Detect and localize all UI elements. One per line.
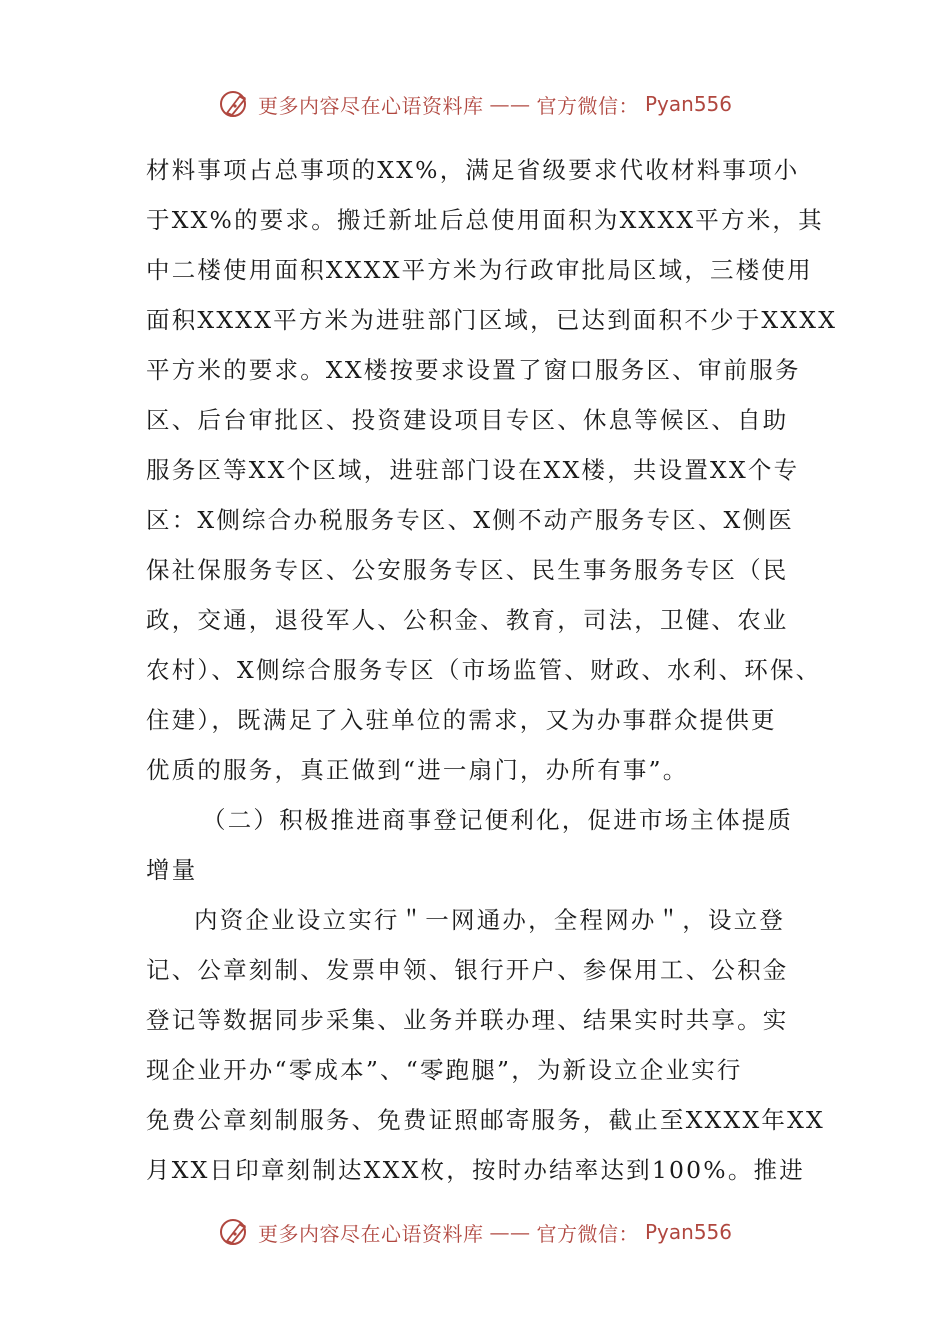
paragraph-line: 记、公章刻制、发票申领、银行开户、参保用工、公积金 [146, 956, 789, 984]
body-line: 中二楼使用面积XXXX平方米为行政审批局区域，三楼使用 [146, 256, 813, 284]
body-line: 于XX%的要求。搬迁新址后总使用面积为XXXX平方米，其 [146, 206, 824, 234]
body-line: 政，交通，退役军人、公积金、教育，司法，卫健、农业 [146, 606, 789, 634]
paragraph-line: 现企业开办“零成本”、“零跑腿”，为新设立企业实行 [146, 1056, 743, 1084]
body-line: 住建），既满足了入驻单位的需求，又为办事群众提供更 [146, 706, 777, 734]
body-line: 面积XXXX平方米为进驻部门区域，已达到面积不少于XXXX [146, 306, 838, 334]
banner-dash: —— [489, 92, 531, 116]
body-line: 材料事项占总事项的XX%，满足省级要求代收材料事项小 [146, 156, 800, 184]
footer-banner [0, 1212, 950, 1252]
paragraph-line: 免费公章刻制服务、免费证照邮寄服务，截止至XXXX年XX [146, 1106, 825, 1134]
body-line: 服务区等XX个区域，进驻部门设在XX楼，共设置XX个专 [146, 456, 800, 484]
banner-official-label: 官方微信： [536, 1221, 639, 1246]
section-heading-cont: 增量 [146, 856, 198, 884]
paragraph-line: 月XX日印章刻制达XXX枚，按时办结率达到100%。推进 [146, 1156, 805, 1184]
banner-title: 更多内容尽在心语资料库 [257, 93, 484, 118]
header-banner [0, 84, 950, 124]
body-line: 优质的服务，真正做到“进一扇门，办所有事”。 [146, 756, 689, 784]
body-line: 平方米的要求。XX楼按要求设置了窗口服务区、审前服务 [146, 356, 801, 384]
pen-nib-circle-icon [218, 87, 252, 121]
paragraph-line: 登记等数据同步采集、业务并联办理、结果实时共享。实 [146, 1006, 789, 1034]
body-line: 区、后台审批区、投资建设项目专区、休息等候区、自助 [146, 406, 789, 434]
banner-title: 更多内容尽在心语资料库 [257, 1221, 484, 1246]
banner-wechat-id: Pyan556 [644, 92, 732, 116]
pen-nib-circle-icon [218, 1215, 252, 1249]
body-line: 农村）、X侧综合服务专区（市场监管、财政、水利、环保、 [146, 656, 822, 684]
banner-wechat-id: Pyan556 [644, 1220, 732, 1244]
paragraph-line: 内资企业设立实行＂一网通办，全程网办＂，设立登 [194, 906, 786, 934]
banner-dash: —— [489, 1220, 531, 1244]
section-heading: （二）积极推进商事登记便利化，促进市场主体提质 [202, 806, 794, 834]
banner-official-label: 官方微信： [536, 93, 639, 118]
body-line: 区：X侧综合办税服务专区、X侧不动产服务专区、X侧医 [146, 506, 794, 534]
document-body [146, 145, 838, 1195]
body-line: 保社保服务专区、公安服务专区、民生事务服务专区（民 [146, 556, 789, 584]
